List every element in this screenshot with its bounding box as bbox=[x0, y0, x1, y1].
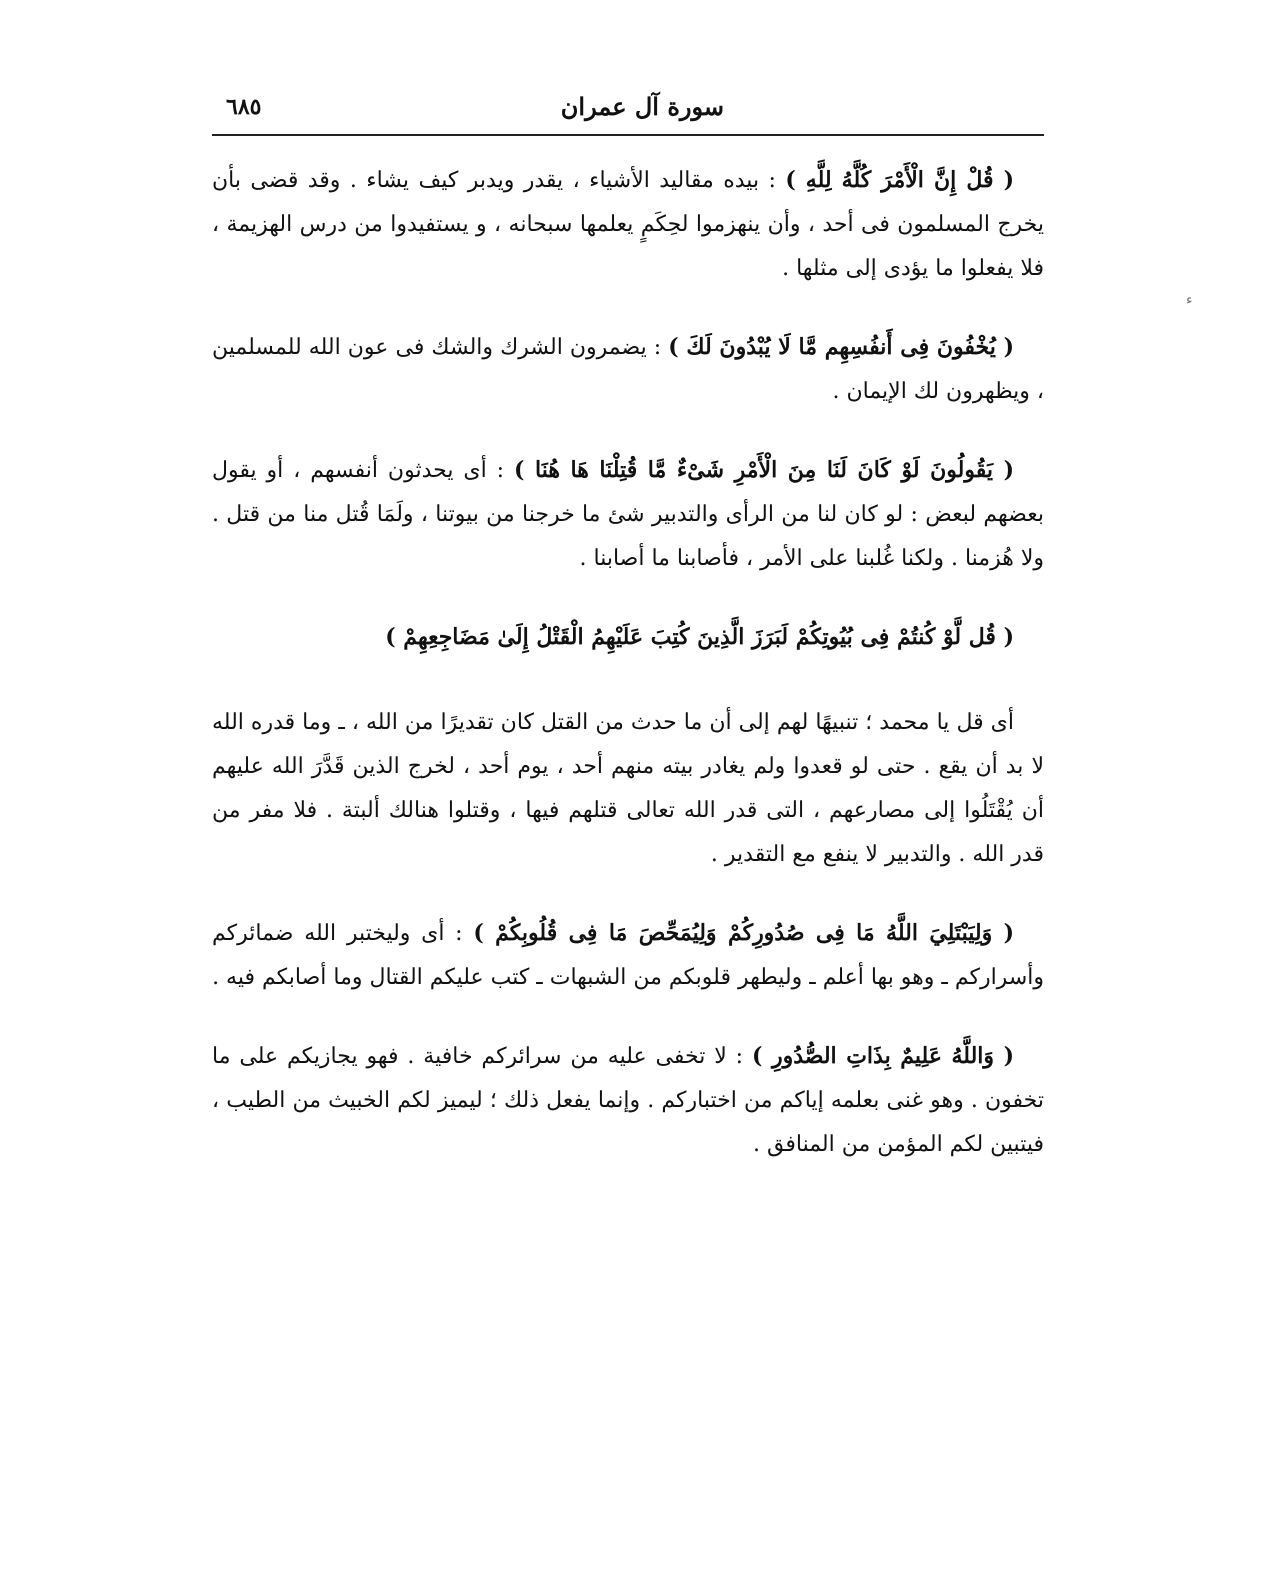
verse-quote-1: ( قُلْ إِنَّ الْأَمْرَ كُلَّهُ لِلَّهِ ) bbox=[785, 167, 1014, 193]
commentary-paragraph-6 bbox=[212, 911, 1044, 1000]
surah-title: سورة آل عمران bbox=[560, 92, 724, 121]
verse-quote-2: ( يُخْفُونَ فِى أَنفُسِهِم مَّا لَا يُبْدُونَ لَكَ ) bbox=[668, 334, 1014, 360]
commentary-text-2: : يضمرون الشرك والشك فى عون الله للمسلمين ، ويظهرون لك الإيمان . bbox=[212, 335, 1044, 404]
commentary-paragraph-2 bbox=[212, 325, 1044, 414]
verse-quote-7: ( وَاللَّهُ عَلِيمٌ بِذَاتِ الصُّدُورِ ) bbox=[751, 1043, 1014, 1069]
commentary-text-3: : أى يحدثون أنفسهم ، أو يقول بعضهم لبعض : لو كان لنا من الرأى والتدبير شئ ما خرجنا من بيوتنا ، ولَمَا قُتل منا من قتل . ولا هُزمنا . ولكنا غُلبنا على الأمر ، فأصابنا ما أصابنا . bbox=[212, 458, 1044, 571]
commentary-text-5: أى قل يا محمد ؛ تنبيهًا لهم إلى أن ما حدث من القتل كان تقديرًا من الله ، ـ وما قدره الله لا بد أن يقع . حتى لو قعدوا ولم يغادر بيته منهم أحد ، يوم أحد ، لخرج الذين قَدَّرَ الله عليهم أن يُقْتَلُوا إلى مصارعهم ، التى قدر الله تعالى قتلهم فيها ، وقتلوا هنالك ألبتة . فلا مفر من قدر الله . والتدبير لا ينفع مع التقدير . bbox=[212, 710, 1045, 867]
verse-quote-3: ( يَقُولُونَ لَوْ كَانَ لَنَا مِنَ الْأَمْرِ شَىْءٌ مَّا قُتِلْنَا هَا هُنَا ) bbox=[513, 457, 1014, 483]
commentary-paragraph-7 bbox=[212, 1034, 1044, 1167]
margin-mark: ء bbox=[1186, 292, 1193, 308]
commentary-paragraph-1 bbox=[212, 158, 1044, 291]
verse-paragraph-4 bbox=[212, 615, 1044, 660]
commentary-paragraph-3 bbox=[212, 448, 1044, 581]
commentary-paragraph-5 bbox=[212, 700, 1044, 877]
page-number: ٦٨٥ bbox=[226, 94, 262, 120]
header-rule bbox=[212, 134, 1044, 136]
page-body bbox=[212, 158, 1044, 1201]
commentary-text-7: : لا تخفى عليه من سرائركم خافية . فهو يجازيكم على ما تخفون . وهو غنى بعلمه إياكم من اختباركم . وإنما يفعل ذلك ؛ ليميز لكم الخبيث من الطيب ، فيتبين لكم المؤمن من المنافق . bbox=[212, 1044, 1044, 1157]
verse-quote-4: ( قُل لَّوْ كُنتُمْ فِى بُيُوتِكُمْ لَبَرَزَ الَّذِينَ كُتِبَ عَلَيْهِمُ الْقَتْلُ إِلَىٰ مَضَاجِعِهِمْ ) bbox=[385, 624, 1014, 650]
page-header bbox=[212, 92, 1044, 138]
verse-quote-6: ( وَلِيَبْتَلِيَ اللَّهُ مَا فِى صُدُورِكُمْ وَلِيُمَحِّصَ مَا فِى قُلُوبِكُمْ ) bbox=[473, 920, 1014, 946]
commentary-text-6: : أى وليختبر الله ضمائركم وأسراركم ـ وهو بها أعلم ـ وليطهر قلوبكم من الشبهات ـ كتب عليكم القتال وما أصابكم فيه . bbox=[212, 921, 1044, 990]
commentary-text-1: : بيده مقاليد الأشياء ، يقدر ويدبر كيف يشاء . وقد قضى بأن يخرج المسلمون فى أحد ، وأن ينهزموا لحِكَمٍ يعلمها سبحانه ، و يستفيدوا من درس الهزيمة ، فلا يفعلوا ما يؤدى إلى مثلها . bbox=[212, 168, 1044, 281]
